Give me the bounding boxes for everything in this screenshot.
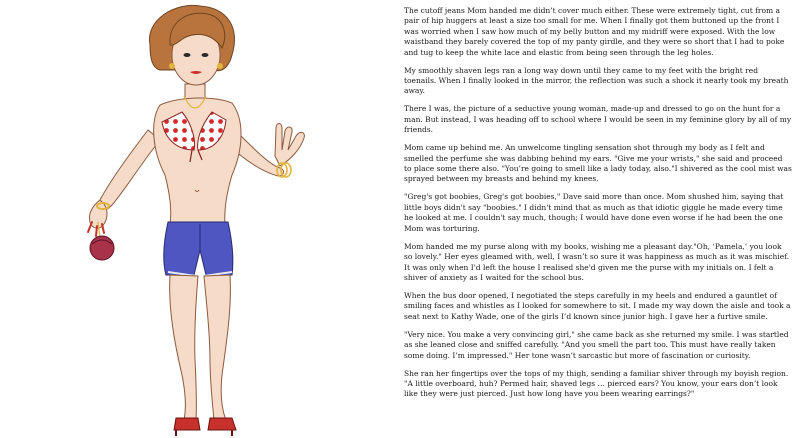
paragraph: "Greg's got boobies, Greg's got boobies," Dave said more than once. Mom shushed him, saying that little boys didn't say "boobies." I didn't mind that as much as that idiotic giggle he made every time he looked at me. I couldn't say much, though; I would have done even worse if he had been the one Mom was torturing. [404,192,784,233]
story-text [404,6,792,434]
paragraph: My smoothly shaven legs ran a long way down until they came to my feet with the bright red toenails. When I finally looked in the mirror, the reflection was such a shock it nearly took my breath away. [404,65,789,96]
paragraph: She ran her fingertips over the tops of my thigh, sending a familiar shiver through my boyish region. "A little overboard, huh? Permed hair, shaved legs … pierced ears? You know, your ears don’t look like they were just pierced. Just how long have you been wearing earrings?" [404,368,789,399]
paragraph: Mom came up behind me. An unwelcome tingling sensation shot through my body as I felt and smelled the perfume she was dabbing behind my ears. "Give me your wrists," she said and proceed to place some there also. "You’re going to smell like a lady today, also."I shivered as the cool mist was sprayed between my breasts and behind my knees. [404,143,792,184]
paragraph: When the bus door opened, I negotiated the steps carefully in my heels and endured a gauntlet of smiling faces and whistles as I looked for somewhere to sit. I made my way down the aisle and took a seat next to Kathy Wade, one of the girls I’d known since junior high. I gave her a furtive smile. [404,290,791,321]
paragraph: The cutoff jeans Mom handed me didn’t cover much either. These were extremely tight, cut from a pair of hip huggers at least a size too small for me. When I finally got them buttoned up the front I was worried when I saw how much of my belly button and my midriff were exposed. With the low waistband they barely covered the top of my panty girdle, and they were so short that I had to poke and tug to keep the white lace and elastic from being seen through the leg holes. [404,6,785,57]
paragraph: There I was, the picture of a seductive young woman, made-up and dressed to go on the hunt for a man. But instead, I was heading off to school where I would be seen in my feminine glory by all of my friends. [404,104,792,135]
paragraph: Mom handed me my purse along with my books, wishing me a pleasant day."Oh, ‘Pamela,’ you look so lovely." Her eyes gleamed with, well, I wasn’t so sure it was happiness as much as it was mischief. It was only when I'd left the house I realised she'd given me the purse with my initials on. I felt a shiver of anxiety as I waited for the school bus. [404,241,790,282]
paragraph: "Very nice. You make a very convincing girl," she came back as she returned my smile. I was startled as she leaned close and sniffed carefully. "And you smell the part too. This must have really taken some doing. I’m impressed." Her tone wasn’t sarcastic but more of fascination or curiosity. [404,329,789,360]
